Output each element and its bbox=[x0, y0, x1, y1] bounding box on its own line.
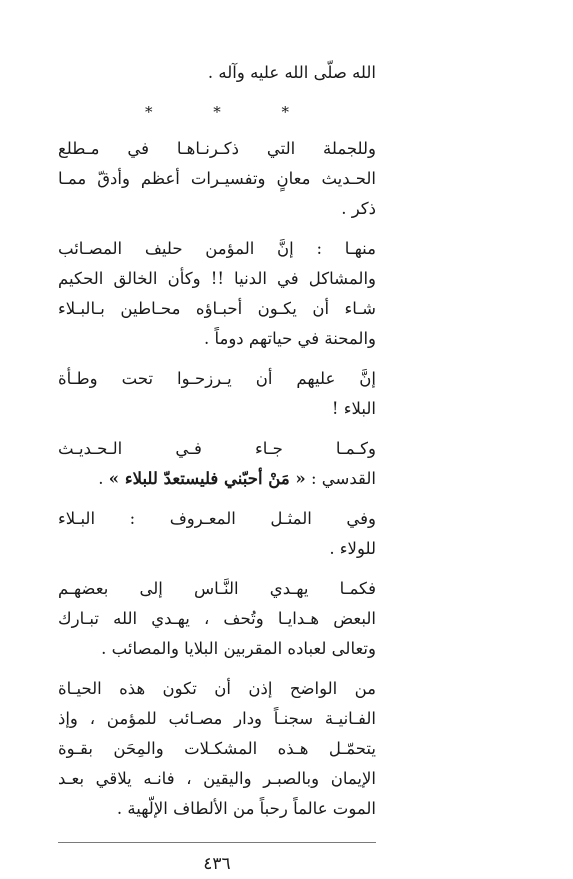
page-number: ٤٣٦ bbox=[203, 854, 231, 874]
paragraph-line: البعض هـدايـا وتُحف ، يهـدي الله تبـارك bbox=[58, 609, 376, 628]
paragraph-3 bbox=[58, 364, 376, 424]
continued-line: الله صلّى الله عليه وآله . bbox=[207, 63, 376, 82]
paragraph-7 bbox=[58, 674, 376, 824]
hadith-quote: « مَنْ أحبّني فليستعدّ للبلاء » bbox=[108, 469, 306, 488]
page-body bbox=[58, 58, 376, 879]
paragraph-line: والمشاكل في الدنيا !! وكأن الخالق الحكيم bbox=[58, 269, 376, 288]
paragraph-line: البلاء ! bbox=[331, 399, 376, 418]
paragraph-line: وتعالى لعباده المقربين البلايا والمصائب . bbox=[101, 639, 376, 658]
footer-divider bbox=[58, 842, 376, 843]
paragraph-6 bbox=[58, 574, 376, 664]
paragraph-line: إنَّ عليهم أن يـرزحـوا تحت وطـأة bbox=[58, 369, 376, 388]
section-separator: * * * bbox=[144, 103, 318, 121]
paragraph-line: شـاء أن يكـون أحبـاؤه محـاطين بـالبـلاء bbox=[58, 299, 376, 318]
paragraph-line: الإيمان وبالصبـر واليقين ، فانـه يلاقي بعـد bbox=[58, 769, 376, 788]
paragraph-line: للولاء . bbox=[329, 539, 376, 558]
paragraph-line bbox=[58, 464, 376, 494]
paragraph-line: الموت عالماً رحباً من الألطاف الإلّهية . bbox=[116, 799, 376, 818]
paragraph-line: وفي المثـل المعـروف : البـلاء bbox=[58, 509, 376, 528]
paragraph-line: يتحمّـل هـذه المشكـلات والمِحَن بقـوة bbox=[58, 739, 376, 758]
paragraph-line: وكـمـا جـاء فـي الـحـديـث bbox=[58, 439, 376, 458]
paragraph-line: ذكر . bbox=[341, 199, 376, 218]
paragraph-line: فكمـا يهـدي النَّـاس إلى بعضهـم bbox=[58, 579, 376, 598]
paragraph-line: منهـا : إنَّ المؤمن حليف المصـائب bbox=[58, 239, 376, 258]
paragraph-line: وللجملة التي ذكـرنـاهـا في مـطلع bbox=[58, 139, 376, 158]
paragraph-2 bbox=[58, 234, 376, 354]
paragraph-4 bbox=[58, 434, 376, 494]
line-prefix: القدسي : bbox=[305, 469, 376, 488]
paragraph-line: من الواضح إذن أن تكون هذه الحيـاة bbox=[58, 679, 376, 698]
paragraph-line: الفـانيـة سجنـاً ودار مصـائب للمؤمن ، وإذ bbox=[58, 709, 376, 728]
paragraph-1 bbox=[58, 134, 376, 224]
line-suffix: . bbox=[98, 469, 109, 488]
paragraph-line: والمحنة في حياتهم دوماً . bbox=[203, 329, 376, 348]
paragraph-5 bbox=[58, 504, 376, 564]
paragraph-line: الحـديث معانٍ وتفسيـرات أعظم وأدقّ ممـا bbox=[58, 169, 376, 188]
